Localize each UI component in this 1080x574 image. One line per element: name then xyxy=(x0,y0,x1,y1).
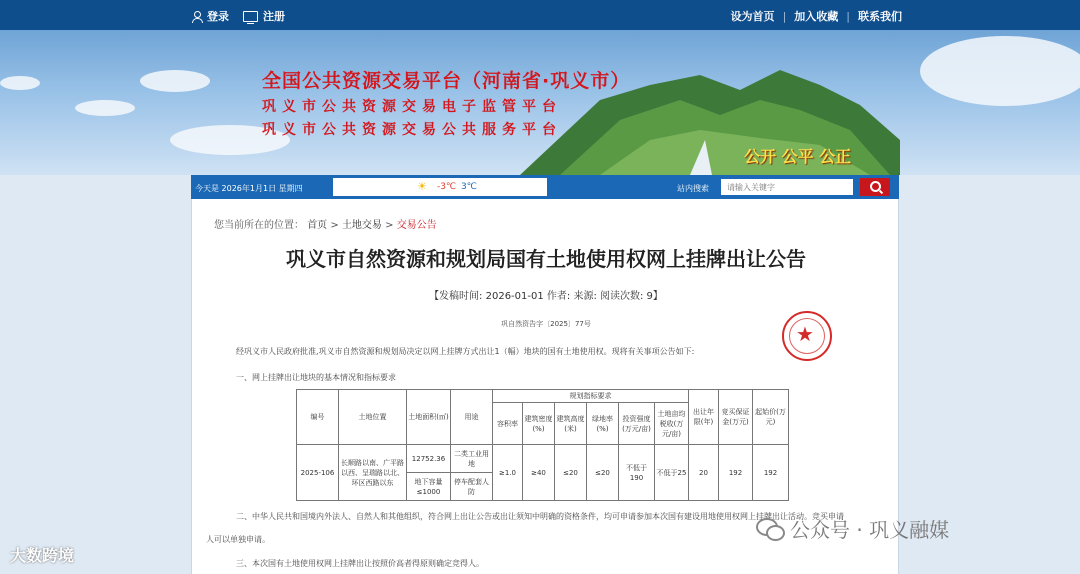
breadcrumb-separator: > xyxy=(385,220,397,231)
cell-green: ≤20 xyxy=(587,445,619,501)
watermark-left: 大数跨境 xyxy=(10,546,75,565)
header-investment: 投资强度(万元/亩) xyxy=(619,403,655,445)
cell-deposit: 192 xyxy=(719,445,753,501)
header-green: 绿地率(%) xyxy=(587,403,619,445)
add-favorite-link[interactable]: 加入收藏 xyxy=(794,10,839,23)
monitor-icon xyxy=(243,11,258,22)
breadcrumb xyxy=(214,216,437,231)
article-meta: 【发稿时间: 2026-01-01 作者: 来源: 阅读次数: 9】 xyxy=(429,291,663,302)
search-button[interactable] xyxy=(860,178,890,196)
header-density: 建筑密度(%) xyxy=(523,403,555,445)
login-label: 登录 xyxy=(207,10,229,23)
breadcrumb-separator: > xyxy=(330,220,342,231)
header-tax: 土地亩均税收(万元/亩) xyxy=(655,403,689,445)
cell-far: ≥1.0 xyxy=(493,445,523,501)
search-input[interactable] xyxy=(721,179,853,195)
today-date: 今天是 2026年1月1日 星期四 xyxy=(195,184,303,193)
search-icon xyxy=(870,181,881,192)
register-label: 注册 xyxy=(263,10,285,23)
header-use: 用途 xyxy=(451,390,493,445)
cell-use-1: 二类工业用地 xyxy=(451,445,493,473)
cell-location: 长顺路以南、广平路以西、呈瑞路以北、环区西路以东 xyxy=(339,445,407,501)
register-link[interactable] xyxy=(243,8,285,24)
cell-density: ≥40 xyxy=(523,445,555,501)
banner-subtitle-2: 巩义市公共资源交易公共服务平台 xyxy=(262,122,562,138)
section-3-paragraph: 三、本次国有土地使用权网上挂牌出让按照价高者得原则确定竞得人。 xyxy=(236,559,484,568)
header-banner xyxy=(0,30,1080,175)
divider: | xyxy=(782,9,787,23)
user-icon xyxy=(192,11,202,22)
cell-area: 12752.36 xyxy=(407,445,451,473)
breadcrumb-home[interactable]: 首页 xyxy=(307,220,328,231)
cell-years: 20 xyxy=(689,445,719,501)
document-number: 巩自然资告字〔2025〕77号 xyxy=(501,320,591,328)
weather-widget xyxy=(333,178,547,196)
top-bar xyxy=(0,0,1080,30)
divider: | xyxy=(846,9,850,23)
cell-underground: 地下容量≤1000 xyxy=(407,473,451,501)
breadcrumb-prefix: 您当前所在的位置： xyxy=(214,220,304,231)
cell-height: ≤20 xyxy=(555,445,587,501)
search-label: 站内搜索 xyxy=(677,184,709,193)
login-link[interactable] xyxy=(192,8,229,24)
land-info-table xyxy=(296,389,789,501)
header-height: 建筑高度(米) xyxy=(555,403,587,445)
breadcrumb-current[interactable]: 交易公告 xyxy=(396,220,437,231)
header-planning-group: 规划指标要求 xyxy=(493,390,689,403)
header-start-price: 起始价(万元) xyxy=(753,390,789,445)
breadcrumb-land[interactable]: 土地交易 xyxy=(341,220,382,231)
intro-paragraph: 经巩义市人民政府批准,巩义市自然资源和规划局决定以网上挂牌方式出让1（幅）地块的国有土地使用权。现将有关事项公告如下: xyxy=(236,347,695,356)
cell-use-2: 停车配套人防 xyxy=(451,473,493,501)
table-row xyxy=(297,445,789,473)
banner-slogan: 公开 公平 公正 xyxy=(744,147,852,166)
section-1-heading: 一、网上挂牌出让地块的基本情况和指标要求 xyxy=(236,373,396,382)
temperature-low: -3℃ xyxy=(437,182,457,192)
cell-start-price: 192 xyxy=(753,445,789,501)
header-area: 土地面积(㎡) xyxy=(407,390,451,445)
banner-subtitle-1: 巩义市公共资源交易电子监管平台 xyxy=(262,99,562,115)
header-location: 土地位置 xyxy=(339,390,407,445)
set-home-link[interactable]: 设为首页 xyxy=(730,10,775,23)
contact-link[interactable]: 联系我们 xyxy=(858,10,902,23)
watermark-right xyxy=(756,514,949,543)
seal-star-icon: ★ xyxy=(796,322,814,346)
official-seal-icon xyxy=(782,311,832,361)
banner-title: 全国公共资源交易平台（河南省·巩义市） xyxy=(262,70,631,92)
wechat-icon xyxy=(756,518,784,540)
watermark-right-text: 公众号 · 巩义融媒 xyxy=(790,518,950,542)
cell-no: 2025-106 xyxy=(297,445,339,501)
header-years: 出让年限(年) xyxy=(689,390,719,445)
page-title: 巩义市自然资源和规划局国有土地使用权网上挂牌出让公告 xyxy=(286,247,806,271)
info-bar xyxy=(191,175,899,199)
header-deposit: 竞买保证金(万元) xyxy=(719,390,753,445)
temperature-high: 3℃ xyxy=(461,182,477,192)
cell-investment: 不低于190 xyxy=(619,445,655,501)
header-far: 容积率 xyxy=(493,403,523,445)
sun-icon: ☀ xyxy=(417,180,427,193)
header-no: 编号 xyxy=(297,390,339,445)
section-2-paragraph: 二、中华人民共和国境内外法人、自然人和其他组织，符合网上出让公告或出让须知中明确的资格条件，均可申请参加本次国有建设用地使用权网上挂牌出让活动。竞买申请 xyxy=(236,512,844,521)
cell-tax: 不低于25 xyxy=(655,445,689,501)
section-2-continued: 人可以单独申请。 xyxy=(206,535,270,544)
